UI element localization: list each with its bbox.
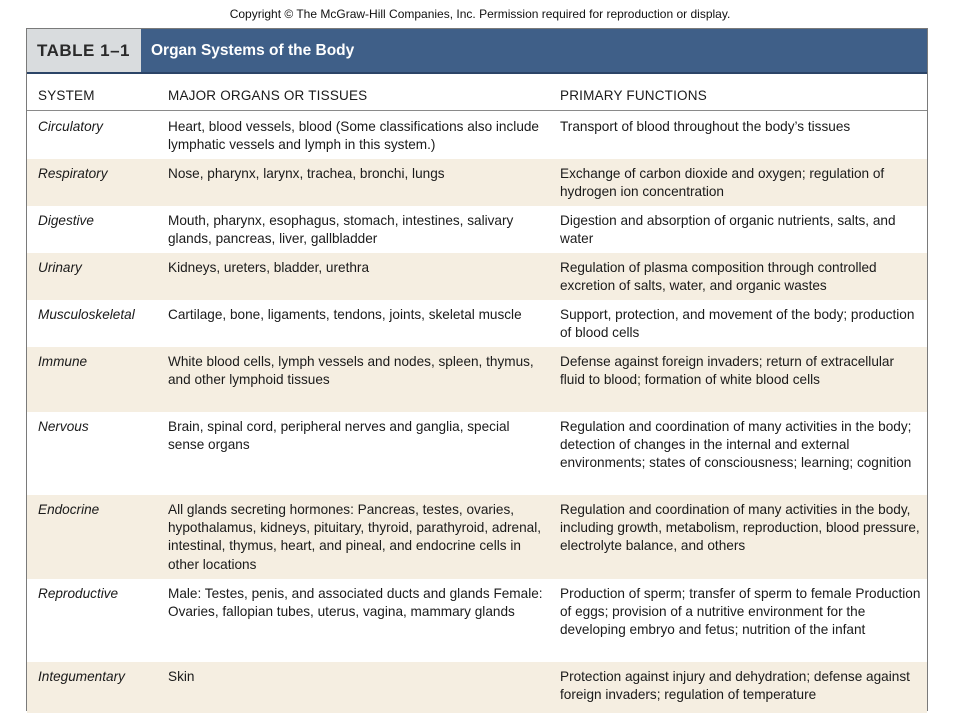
- cell-system: Nervous: [38, 419, 89, 434]
- cell-system: Circulatory: [38, 119, 103, 134]
- cell-functions: Transport of blood throughout the body’s tissues: [560, 119, 851, 134]
- organ-systems-table: [26, 28, 928, 711]
- cell-organs: White blood cells, lymph vessels and nodes, spleen, thymus, and other lymphoid tissues: [168, 354, 534, 388]
- cell-functions: Exchange of carbon dioxide and oxygen; regulation of hydrogen ion concentration: [560, 166, 885, 200]
- cell-organs: Kidneys, ureters, bladder, urethra: [168, 260, 369, 275]
- cell-system: Reproductive: [38, 586, 119, 601]
- table-row: [27, 662, 927, 713]
- cell-organs: Cartilage, bone, ligaments, tendons, joints, skeletal muscle: [168, 307, 522, 322]
- cell-system: Musculoskeletal: [38, 307, 135, 322]
- table-row: [27, 112, 927, 159]
- copyright-notice: Copyright © The McGraw-Hill Companies, Inc. Permission required for reproduction or display.: [229, 7, 731, 21]
- cell-organs: Heart, blood vessels, blood (Some classifications also include lymphatic vessels and lymph in this system.): [168, 119, 539, 153]
- table-row: [27, 206, 927, 253]
- cell-system: Respiratory: [38, 166, 108, 181]
- table-row: [27, 495, 927, 579]
- table-row: [27, 412, 927, 495]
- header-organs: MAJOR ORGANS OR TISSUES: [168, 88, 368, 103]
- table-row: [27, 579, 927, 662]
- cell-system: Urinary: [38, 260, 82, 275]
- table-header-row: [27, 84, 927, 111]
- cell-organs: Nose, pharynx, larynx, trachea, bronchi, lungs: [168, 166, 445, 181]
- cell-functions: Defense against foreign invaders; return of extracellular fluid to blood; formation of white blood cells: [560, 354, 894, 388]
- header-functions: PRIMARY FUNCTIONS: [560, 88, 707, 103]
- cell-organs: All glands secreting hormones: Pancreas, testes, ovaries, hypothalamus, kidneys, pituitary, thyroid, parathyroid, adrenal, intestinal, thymus, heart, and pineal, and endocrine cells in other locations: [168, 502, 542, 572]
- cell-organs: Skin: [168, 669, 195, 684]
- header-system: SYSTEM: [38, 88, 95, 103]
- cell-functions: Regulation of plasma composition through controlled excretion of salts, water, and organic wastes: [560, 260, 877, 294]
- cell-organs: Mouth, pharynx, esophagus, stomach, intestines, salivary glands, pancreas, liver, gallbladder: [168, 213, 514, 247]
- cell-organs: Male: Testes, penis, and associated ducts and glands Female: Ovaries, fallopian tubes, uterus, vagina, mammary glands: [168, 586, 543, 620]
- table-row: [27, 347, 927, 412]
- table-number: TABLE 1–1: [27, 29, 141, 72]
- cell-functions: Support, protection, and movement of the body; production of blood cells: [560, 307, 915, 341]
- table-row: [27, 300, 927, 347]
- cell-functions: Production of sperm; transfer of sperm to female Production of eggs; provision of a nutritive environment for the developing embryo and fetus; nutrition of the infant: [560, 586, 921, 638]
- cell-functions: Digestion and absorption of organic nutrients, salts, and water: [560, 213, 896, 247]
- table-row: [27, 159, 927, 206]
- cell-system: Immune: [38, 354, 88, 369]
- cell-system: Integumentary: [38, 669, 125, 684]
- cell-system: Endocrine: [38, 502, 100, 517]
- cell-functions: Regulation and coordination of many activities in the body, including growth, metabolism, reproduction, blood pressure, electrolyte balance, and others: [560, 502, 920, 554]
- table-title-bar: [27, 29, 927, 74]
- table-body: [27, 112, 927, 713]
- cell-organs: Brain, spinal cord, peripheral nerves and ganglia, special sense organs: [168, 419, 510, 453]
- table-title: Organ Systems of the Body: [151, 42, 355, 59]
- cell-functions: Regulation and coordination of many activities in the body; detection of changes in the internal and external environments; states of consciousness; learning; cognition: [560, 419, 912, 471]
- table-row: [27, 253, 927, 300]
- cell-system: Digestive: [38, 213, 94, 228]
- cell-functions: Protection against injury and dehydration; defense against foreign invaders; regulation of temperature: [560, 669, 910, 703]
